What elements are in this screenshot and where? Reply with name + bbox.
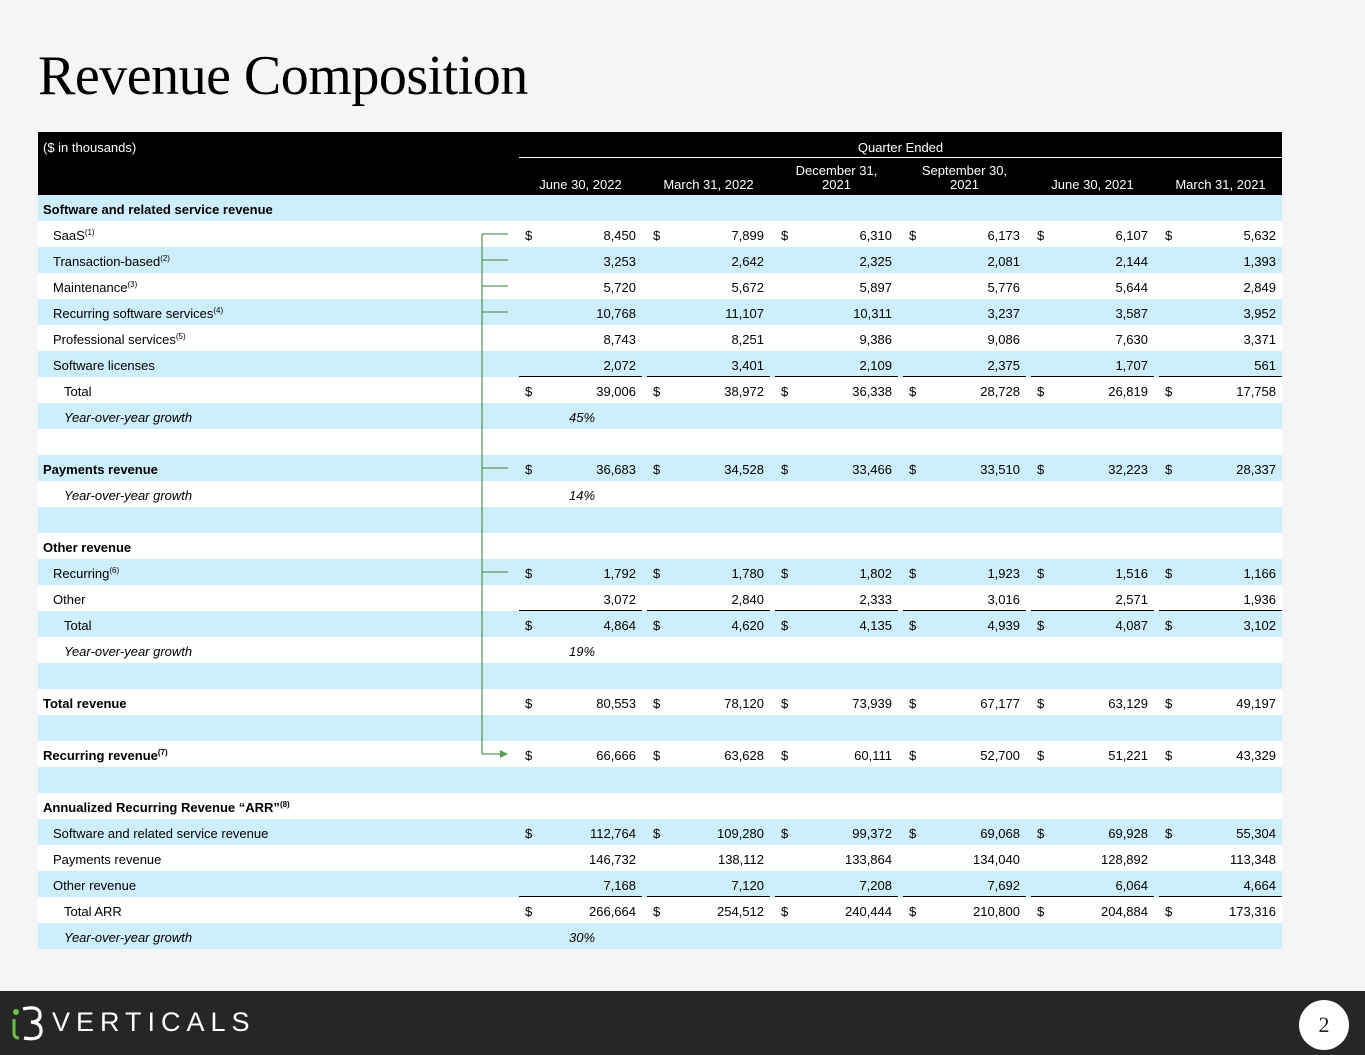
value-cell: 7,168 [603, 878, 636, 893]
period-header-line: March 31, 2021 [1175, 177, 1266, 192]
spacer-row [38, 663, 1282, 689]
value-cell: 2,325 [859, 254, 892, 269]
value-cell: 9,386 [859, 332, 892, 347]
table-row [38, 689, 1282, 715]
value-cell: 7,120 [731, 878, 764, 893]
row-label [43, 696, 127, 711]
currency-symbol: $ [1165, 228, 1173, 243]
currency-symbol: $ [1037, 904, 1045, 919]
value-cell: 73,939 [852, 696, 892, 711]
value-cell: 210,800 [973, 904, 1020, 919]
row-label [53, 254, 170, 269]
table-row [38, 741, 1282, 767]
growth-percent: 45% [568, 410, 596, 425]
currency-symbol: $ [525, 696, 533, 711]
value-cell: 1,707 [1115, 358, 1148, 373]
table-row [38, 533, 1282, 559]
currency-symbol: $ [1165, 748, 1173, 763]
table-row [38, 871, 1282, 897]
row-label-text: Annualized Recurring Revenue “ARR” [43, 800, 280, 815]
table-header-group [38, 132, 1282, 158]
footnote-marker: (4) [213, 306, 224, 315]
row-label [43, 202, 273, 217]
value-cell: 6,173 [987, 228, 1020, 243]
table-row [38, 845, 1282, 871]
table-row [38, 221, 1282, 247]
currency-symbol: $ [909, 826, 917, 841]
table-row [38, 585, 1282, 611]
row-label [53, 228, 95, 243]
currency-symbol: $ [1037, 566, 1045, 581]
value-cell: 3,587 [1115, 306, 1148, 321]
value-cell: 173,316 [1229, 904, 1276, 919]
row-label [53, 332, 186, 347]
value-cell: 33,466 [852, 462, 892, 477]
row-label [64, 410, 192, 425]
period-header [775, 164, 898, 192]
value-cell: 3,072 [603, 592, 636, 607]
spacer-row [38, 507, 1282, 533]
value-cell: 5,672 [731, 280, 764, 295]
value-cell: 2,375 [987, 358, 1020, 373]
brand-wordmark: VERTICALS [52, 1007, 256, 1037]
row-label [43, 748, 168, 763]
table-row [38, 299, 1282, 325]
value-cell: 113,348 [1229, 852, 1276, 867]
value-cell: 63,628 [724, 748, 764, 763]
value-cell: 55,304 [1236, 826, 1276, 841]
row-label [53, 280, 137, 295]
value-cell: 38,972 [724, 384, 764, 399]
row-label-text: Other revenue [53, 878, 137, 893]
row-label [53, 878, 136, 893]
currency-symbol: $ [1037, 826, 1045, 841]
table-row [38, 897, 1282, 923]
footnote-marker: (2) [160, 254, 170, 263]
row-label-text: SaaS [53, 228, 85, 243]
currency-symbol: $ [909, 228, 917, 243]
value-cell: 6,310 [859, 228, 892, 243]
value-cell: 240,444 [845, 904, 892, 919]
currency-symbol: $ [525, 618, 533, 633]
period-header-line: 2021 [822, 177, 851, 192]
currency-symbol: $ [781, 384, 789, 399]
currency-symbol: $ [653, 384, 661, 399]
value-cell: 11,107 [725, 306, 764, 321]
value-cell: 2,840 [731, 592, 764, 607]
currency-symbol: $ [909, 904, 917, 919]
value-cell: 1,802 [859, 566, 892, 581]
value-cell: 10,311 [853, 306, 892, 321]
row-label-text: Professional services [53, 332, 176, 347]
currency-symbol: $ [781, 904, 789, 919]
value-cell: 39,006 [596, 384, 636, 399]
currency-symbol: $ [525, 904, 533, 919]
table-row [38, 325, 1282, 351]
table-row [38, 247, 1282, 273]
row-label-text: Other [53, 592, 86, 607]
table-row [38, 377, 1282, 403]
currency-symbol: $ [1037, 748, 1045, 763]
table-row [38, 819, 1282, 845]
value-cell: 69,068 [980, 826, 1020, 841]
value-cell: 1,792 [603, 566, 636, 581]
value-cell: 52,700 [980, 748, 1020, 763]
value-cell: 3,102 [1243, 618, 1276, 633]
value-cell: 32,223 [1108, 462, 1148, 477]
row-label-text: Year-over-year growth [64, 488, 193, 503]
row-label [43, 540, 131, 555]
value-cell: 26,819 [1108, 384, 1148, 399]
row-label-text: Total revenue [43, 696, 127, 711]
value-cell: 4,087 [1115, 618, 1148, 633]
value-cell: 49,197 [1236, 696, 1276, 711]
value-cell: 3,237 [987, 306, 1020, 321]
row-label-text: Year-over-year growth [64, 930, 193, 945]
currency-symbol: $ [781, 696, 789, 711]
value-cell: 1,516 [1115, 566, 1148, 581]
value-cell: 5,776 [987, 280, 1020, 295]
growth-percent: 14% [568, 488, 596, 503]
value-cell: 254,512 [717, 904, 764, 919]
value-cell: 3,952 [1243, 306, 1276, 321]
value-cell: 69,928 [1108, 826, 1148, 841]
row-label-text: Year-over-year growth [64, 644, 193, 659]
row-label [64, 488, 192, 503]
currency-symbol: $ [653, 618, 661, 633]
value-cell: 128,892 [1101, 852, 1148, 867]
currency-symbol: $ [909, 748, 917, 763]
value-cell: 63,129 [1108, 696, 1148, 711]
currency-symbol: $ [525, 566, 533, 581]
value-cell: 99,372 [852, 826, 892, 841]
value-cell: 36,683 [596, 462, 636, 477]
value-cell: 133,864 [845, 852, 892, 867]
period-header [1031, 178, 1154, 192]
period-header [1159, 178, 1282, 192]
value-cell: 3,371 [1243, 332, 1276, 347]
table-row [38, 351, 1282, 377]
value-cell: 2,144 [1115, 254, 1148, 269]
table-row [38, 637, 1282, 663]
currency-symbol: $ [653, 228, 661, 243]
period-header-line: September 30, [921, 163, 1008, 178]
units-label: ($ in thousands) [43, 140, 137, 155]
value-cell: 2,571 [1115, 592, 1148, 607]
spacer-row [38, 767, 1282, 793]
table-header-periods [38, 158, 1282, 195]
value-cell: 34,528 [724, 462, 764, 477]
growth-percent: 30% [568, 930, 596, 945]
table-row [38, 273, 1282, 299]
currency-symbol: $ [781, 826, 789, 841]
value-cell: 146,732 [589, 852, 636, 867]
currency-symbol: $ [1165, 384, 1173, 399]
value-cell: 1,393 [1243, 254, 1276, 269]
value-cell: 7,208 [859, 878, 892, 893]
value-cell: 9,086 [987, 332, 1020, 347]
currency-symbol: $ [909, 384, 917, 399]
currency-symbol: $ [653, 826, 661, 841]
table-row [38, 611, 1282, 637]
currency-symbol: $ [909, 566, 917, 581]
currency-symbol: $ [1037, 228, 1045, 243]
i3-logo-icon [10, 1003, 50, 1043]
value-cell: 4,864 [603, 618, 636, 633]
currency-symbol: $ [653, 904, 661, 919]
value-cell: 112,764 [589, 826, 636, 841]
row-label [53, 566, 119, 581]
period-header-line: 2021 [950, 177, 979, 192]
row-label [43, 800, 290, 815]
value-cell: 138,112 [717, 852, 764, 867]
quarter-ended-label: Quarter Ended [857, 140, 944, 155]
table-row [38, 559, 1282, 585]
row-label-text: Recurring [53, 566, 110, 581]
growth-percent: 19% [568, 644, 596, 659]
row-label-text: Software licenses [53, 358, 155, 373]
period-header-line: December 31, [795, 163, 878, 178]
value-cell: 1,166 [1243, 566, 1276, 581]
footnote-marker: (3) [127, 280, 138, 289]
currency-symbol: $ [909, 462, 917, 477]
currency-symbol: $ [1165, 904, 1173, 919]
row-label-text: Total ARR [64, 904, 122, 919]
table-row [38, 403, 1282, 429]
period-header-line: June 30, 2022 [539, 177, 622, 192]
row-label-text: Recurring software services [53, 306, 214, 321]
currency-symbol: $ [1037, 618, 1045, 633]
row-label-text: Transaction-based [53, 254, 161, 269]
value-cell: 3,253 [603, 254, 636, 269]
row-label-text: Total [64, 384, 92, 399]
row-label [53, 306, 223, 321]
value-cell: 43,329 [1236, 748, 1276, 763]
value-cell: 4,664 [1243, 878, 1276, 893]
value-cell: 8,743 [603, 332, 636, 347]
value-cell: 7,692 [987, 878, 1020, 893]
table-row [38, 481, 1282, 507]
value-cell: 5,644 [1115, 280, 1148, 295]
row-label-text: Maintenance [53, 280, 128, 295]
currency-symbol: $ [1165, 566, 1173, 581]
currency-symbol: $ [1165, 618, 1173, 633]
value-cell: 4,939 [987, 618, 1020, 633]
value-cell: 5,632 [1243, 228, 1276, 243]
period-header [903, 164, 1026, 192]
row-label [43, 462, 158, 477]
value-cell: 7,630 [1115, 332, 1148, 347]
value-cell: 8,251 [731, 332, 764, 347]
table-body [38, 195, 1282, 949]
value-cell: 78,120 [724, 696, 764, 711]
currency-symbol: $ [781, 748, 789, 763]
currency-symbol: $ [1165, 696, 1173, 711]
value-cell: 4,620 [731, 618, 764, 633]
value-cell: 28,337 [1236, 462, 1276, 477]
value-cell: 1,923 [987, 566, 1020, 581]
table-row [38, 195, 1282, 221]
page-title: Revenue Composition [38, 45, 528, 107]
value-cell: 2,333 [859, 592, 892, 607]
currency-symbol: $ [653, 462, 661, 477]
value-cell: 204,884 [1101, 904, 1148, 919]
currency-symbol: $ [781, 618, 789, 633]
row-label-text: Recurring revenue [43, 748, 158, 763]
currency-symbol: $ [525, 228, 533, 243]
value-cell: 2,642 [731, 254, 764, 269]
value-cell: 36,338 [852, 384, 892, 399]
value-cell: 7,899 [731, 228, 764, 243]
spacer-row [38, 715, 1282, 741]
period-header-line: June 30, 2021 [1051, 177, 1134, 192]
value-cell: 266,664 [589, 904, 636, 919]
row-label-text: Software and related service revenue [53, 826, 269, 841]
row-label-text: Payments revenue [43, 462, 158, 477]
value-cell: 5,720 [603, 280, 636, 295]
row-label [64, 904, 122, 919]
currency-symbol: $ [781, 462, 789, 477]
spacer-row [38, 429, 1282, 455]
currency-symbol: $ [1165, 462, 1173, 477]
footnote-marker: (6) [109, 566, 120, 575]
value-cell: 33,510 [980, 462, 1020, 477]
value-cell: 51,221 [1108, 748, 1148, 763]
currency-symbol: $ [781, 566, 789, 581]
currency-symbol: $ [781, 228, 789, 243]
currency-symbol: $ [1037, 696, 1045, 711]
value-cell: 67,177 [980, 696, 1020, 711]
value-cell: 6,107 [1115, 228, 1148, 243]
row-label-text: Other revenue [43, 540, 132, 555]
footnote-marker: (5) [175, 332, 186, 341]
value-cell: 66,666 [596, 748, 636, 763]
value-cell: 2,081 [987, 254, 1020, 269]
row-label [64, 384, 91, 399]
page-number: 2 [1299, 1000, 1349, 1050]
row-label [53, 826, 268, 841]
value-cell: 8,450 [603, 228, 636, 243]
value-cell: 1,936 [1243, 592, 1276, 607]
footnote-marker: (8) [279, 800, 290, 809]
currency-symbol: $ [525, 384, 533, 399]
currency-symbol: $ [525, 748, 533, 763]
value-cell: 4,135 [859, 618, 892, 633]
value-cell: 561 [1254, 358, 1276, 373]
revenue-table [38, 132, 1282, 949]
value-cell: 134,040 [973, 852, 1020, 867]
value-cell: 3,401 [731, 358, 764, 373]
value-cell: 109,280 [717, 826, 764, 841]
footnote-marker: (1) [84, 228, 95, 237]
row-label-text: Payments revenue [53, 852, 162, 867]
value-cell: 10,768 [596, 306, 636, 321]
row-label [64, 618, 91, 633]
value-cell: 3,016 [987, 592, 1020, 607]
value-cell: 17,758 [1236, 384, 1276, 399]
row-label [64, 644, 192, 659]
row-label-text: Total [64, 618, 92, 633]
value-cell: 2,072 [603, 358, 636, 373]
period-header-line: March 31, 2022 [663, 177, 754, 192]
period-header [519, 178, 642, 192]
footnote-marker: (7) [157, 748, 168, 757]
row-label [53, 852, 161, 867]
currency-symbol: $ [653, 696, 661, 711]
currency-symbol: $ [525, 826, 533, 841]
table-row [38, 923, 1282, 949]
table-row [38, 793, 1282, 819]
currency-symbol: $ [653, 748, 661, 763]
period-header [647, 178, 770, 192]
currency-symbol: $ [909, 618, 917, 633]
currency-symbol: $ [909, 696, 917, 711]
value-cell: 60,111 [854, 748, 892, 763]
currency-symbol: $ [1037, 462, 1045, 477]
row-label-text: Year-over-year growth [64, 410, 193, 425]
row-label [53, 592, 86, 607]
currency-symbol: $ [1037, 384, 1045, 399]
currency-symbol: $ [653, 566, 661, 581]
row-label-text: Software and related service revenue [43, 202, 273, 217]
value-cell: 5,897 [859, 280, 892, 295]
value-cell: 80,553 [596, 696, 636, 711]
table-row [38, 455, 1282, 481]
footer-bar [0, 991, 1365, 1055]
value-cell: 28,728 [980, 384, 1020, 399]
value-cell: 6,064 [1115, 878, 1148, 893]
currency-symbol: $ [1165, 826, 1173, 841]
value-cell: 2,849 [1243, 280, 1276, 295]
value-cell: 2,109 [859, 358, 892, 373]
row-label [53, 358, 155, 373]
currency-symbol: $ [525, 462, 533, 477]
row-label [64, 930, 192, 945]
value-cell: 1,780 [731, 566, 764, 581]
